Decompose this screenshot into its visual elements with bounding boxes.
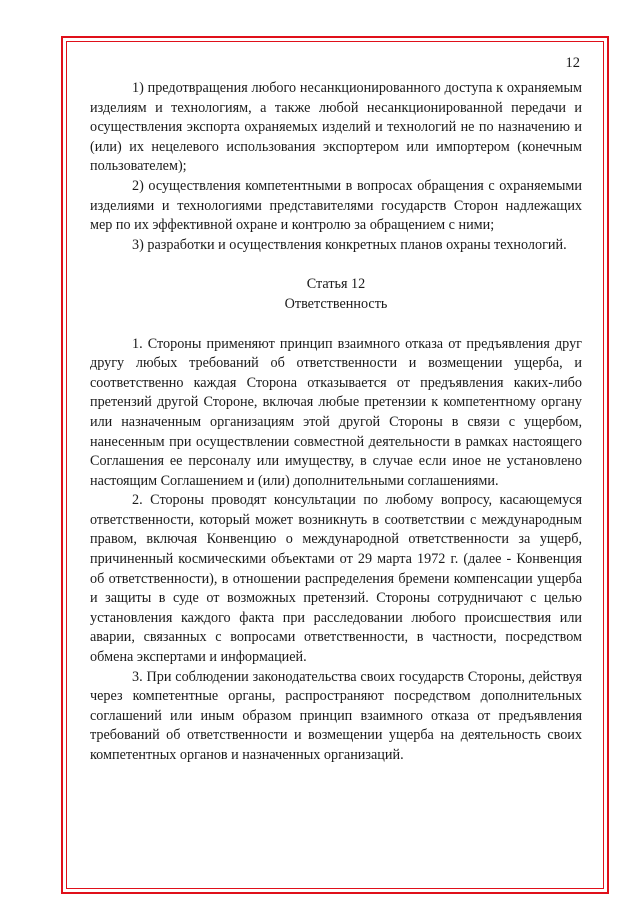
document-body — [90, 79, 582, 766]
paragraph: 3) разработки и осуществления конкретных планов охраны технологий. — [132, 236, 567, 253]
paragraph: 2) осуществления компетентными в вопросах обращения с охраняемыми изделиями и технологиями представителями государств Сторон надлежащих мер по их эффективной охране и контролю за обращением с ними; — [90, 177, 582, 234]
page-number: 12 — [565, 55, 580, 71]
paragraph: 3. При соблюдении законодательства своих государств Стороны, действуя через компетентные органы, распространяют посредством дополнительных соглашений или иным образом принцип взаимного отказа от предъявления требований об ответственности и возмещении ущерба на деятельность своих компетентных органов и назначенных организаций. — [90, 668, 582, 763]
paragraph: 2. Стороны проводят консультации по любому вопросу, касающемуся ответственности, который может возникнуть в соответствии с международным правом, включая Конвенцию о международной ответственности за ущерб, причиненный космическими объектами от 29 марта 1972 г. (далее - Конвенция об ответственности), в отношении распределения бремени компенсации ущерба и защиты в суде от возможных претензий. Стороны сотрудничают с целью установления каждого факта при расследовании любого происшествия или аварии, связанных с вопросами ответственности, в частности, посредством обмена экспертами и информацией. — [90, 492, 582, 666]
paragraph: 1. Стороны применяют принцип взаимного отказа от предъявления друг другу любых требований об ответственности и возмещении ущерба, и соответственно каждая Сторона отказывается от предъявления каких-либо претензий другой Стороне, включая любые претензии к компетентному органу или назначенным организациям этой другой Стороны в связи с ущербом, нанесенным при осуществлении совместной деятельности в рамках настоящего Соглашения ее персоналу или имуществу, в случае если иное не установлено настоящим Соглашением и (или) дополнительными соглашениями. — [90, 335, 582, 489]
article-title: Ответственность — [284, 295, 388, 312]
article-heading — [90, 275, 582, 314]
article-number: Статья 12 — [306, 276, 366, 293]
paragraph: 1) предотвращения любого несанкционированного доступа к охраняемым изделиям и технологиям, а также любой несанкционированной передачи и осуществления экспорта охраняемых изделий и технологий не по назначению и (или) их нецелевого использования экспортером или импортером (конечным пользователем); — [90, 80, 582, 175]
